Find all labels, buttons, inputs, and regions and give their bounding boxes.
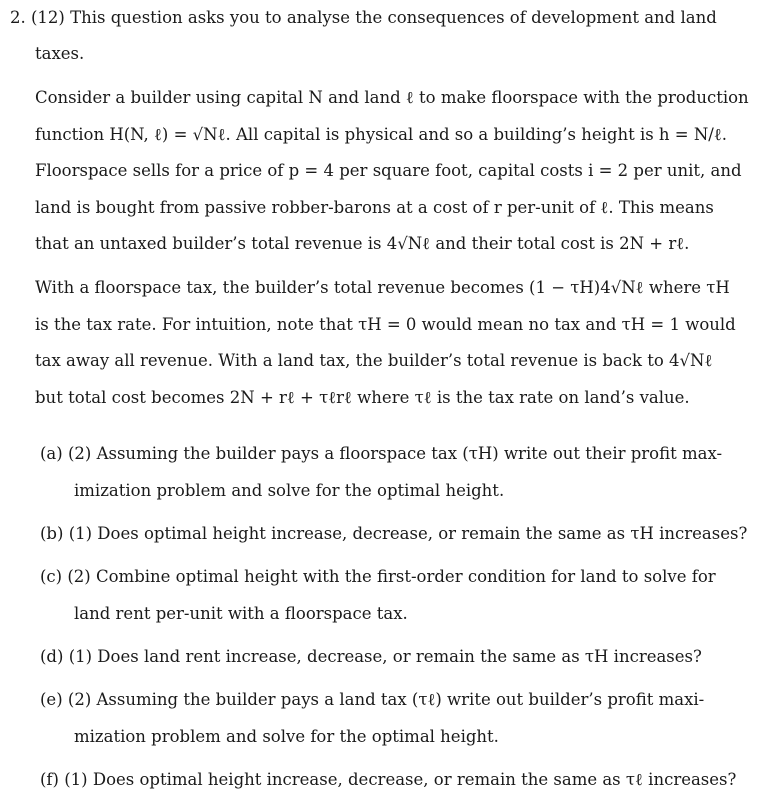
part-a-continuation: imization problem and solve for the optimal height.	[74, 481, 505, 500]
paragraph2-line: but total cost becomes 2N + rℓ + τℓrℓ where τℓ is the tax rate on land’s value.	[35, 388, 690, 407]
paragraph1-line: that an untaxed builder’s total revenue is 4√Nℓ and their total cost is 2N + rℓ.	[35, 234, 690, 253]
part-d	[40, 646, 702, 668]
part-label: (e)	[40, 690, 63, 709]
part-text: (2) Assuming the builder pays a land tax (τℓ) write out builder’s profit maxi-	[67, 690, 705, 709]
paragraph1-line: Floorspace sells for a price of p = 4 per square foot, capital costs i = 2 per unit, and	[35, 161, 742, 180]
part-text: (1) Does optimal height increase, decrease, or remain the same as τH increases?	[68, 524, 748, 543]
part-e-continuation: mization problem and solve for the optimal height.	[74, 727, 499, 746]
part-label: (f)	[40, 770, 59, 789]
question-intro-line2: taxes.	[35, 44, 85, 63]
paragraph2-line: With a floorspace tax, the builder’s total revenue becomes (1 − τH)4√Nℓ where τH	[35, 278, 730, 297]
question-header	[10, 7, 717, 29]
part-label: (b)	[40, 524, 64, 543]
part-text: (1) Does optimal height increase, decrease, or remain the same as τℓ increases?	[64, 770, 737, 789]
paragraph2-line: is the tax rate. For intuition, note that τH = 0 would mean no tax and τH = 1 would	[35, 315, 736, 334]
part-label: (d)	[40, 647, 64, 666]
part-text: (2) Assuming the builder pays a floorspace tax (τH) write out their profit max-	[67, 444, 723, 463]
part-c-continuation: land rent per-unit with a floorspace tax.	[74, 604, 408, 623]
part-text: (1) Does land rent increase, decrease, or remain the same as τH increases?	[68, 647, 702, 666]
part-b	[40, 523, 747, 545]
part-label: (a)	[40, 444, 63, 463]
paragraph1-line: land is bought from passive robber-barons at a cost of r per-unit of ℓ. This means	[35, 198, 714, 217]
part-c	[40, 566, 716, 588]
paragraph2-line: tax away all revenue. With a land tax, the builder’s total revenue is back to 4√Nℓ	[35, 351, 713, 370]
question-number: 2.	[10, 8, 26, 27]
part-label: (c)	[40, 567, 63, 586]
paragraph1-line: function H(N, ℓ) = √Nℓ. All capital is physical and so a building’s height is h = N/ℓ.	[35, 125, 728, 144]
part-text: (2) Combine optimal height with the first-order condition for land to solve for	[67, 567, 716, 586]
part-e	[40, 689, 704, 711]
part-f	[40, 769, 736, 791]
part-a	[40, 443, 722, 465]
question-points: (12)	[31, 8, 65, 27]
paragraph1-line: Consider a builder using capital N and land ℓ to make floorspace with the production	[35, 88, 749, 107]
question-intro-line1: This question asks you to analyse the consequences of development and land	[70, 8, 717, 27]
